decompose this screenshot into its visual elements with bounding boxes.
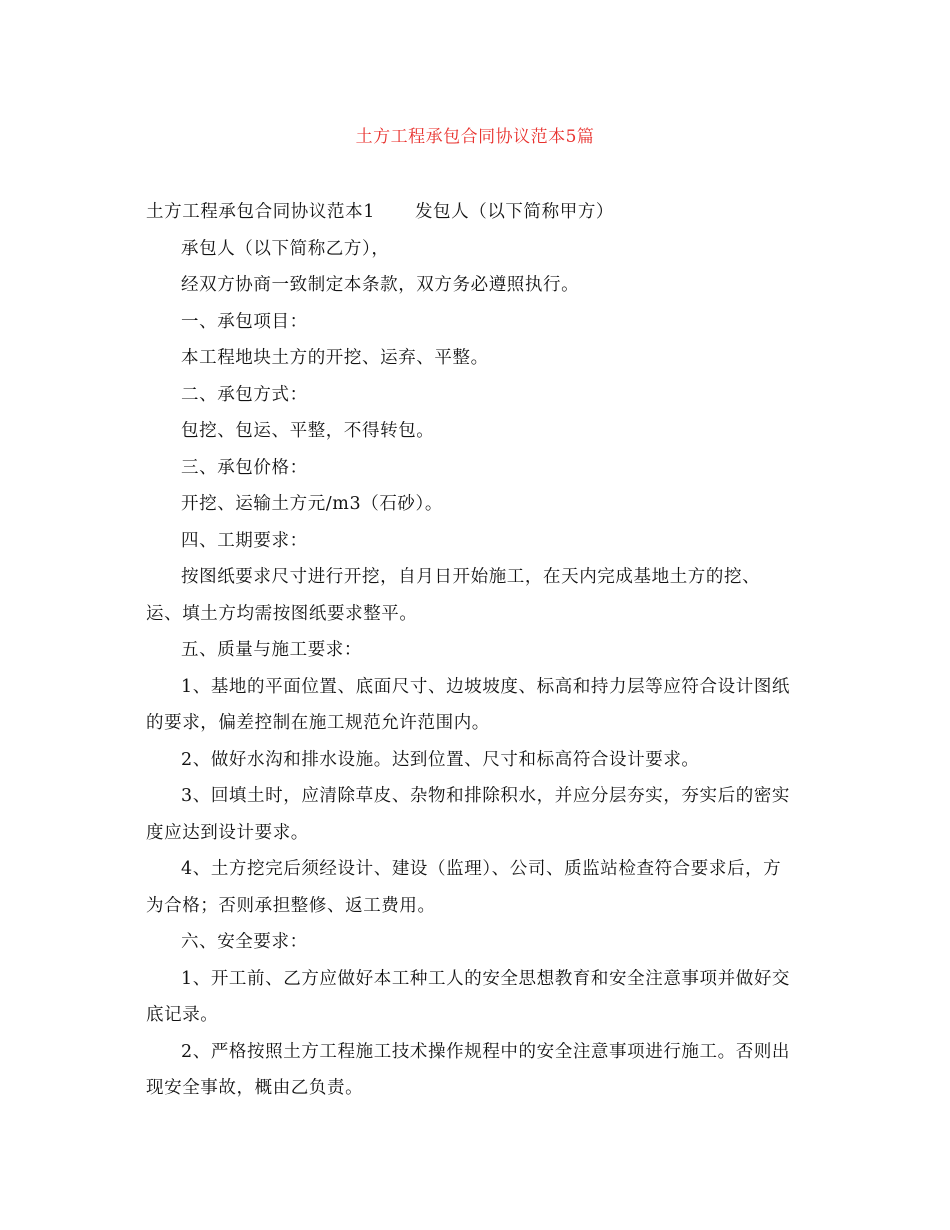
- text-line: [146, 413, 810, 450]
- text-line: [146, 815, 810, 852]
- text-line: [146, 742, 810, 779]
- document-body: [146, 194, 810, 1107]
- text-line: [146, 304, 810, 341]
- text-line-content: 2、严格按照土方工程施工技术操作规程中的安全注意事项进行施工。否则出: [181, 1041, 791, 1062]
- text-line: [146, 778, 810, 815]
- text-line-content: 一、承包项目：: [181, 311, 308, 332]
- text-line-content: 底记录。: [146, 1005, 219, 1025]
- text-line: [146, 486, 810, 523]
- text-line-content: 承包人（以下简称乙方），: [181, 238, 390, 259]
- text-line: [146, 1070, 810, 1107]
- text-line-content: 的要求，偏差控制在施工规范允许范围内。: [146, 713, 490, 733]
- text-line: [146, 851, 810, 888]
- text-line-content: 1、开工前、乙方应做好本工种工人的安全思想教育和安全注意事项并做好交: [181, 968, 791, 989]
- text-line: [146, 997, 810, 1034]
- text-line-content: 四、工期要求：: [181, 530, 308, 551]
- text-line: [146, 632, 810, 669]
- document-title: 土方工程承包合同协议范本5篇: [355, 127, 595, 147]
- text-line-content: 1、基地的平面位置、底面尺寸、边坡坡度、标高和持力层等应符合设计图纸: [181, 676, 791, 697]
- text-line: [146, 231, 810, 268]
- text-line: [146, 888, 810, 925]
- text-line: [146, 267, 810, 304]
- text-line-content: 为合格；否则承担整修、返工费用。: [146, 895, 436, 916]
- text-line-content: 二、承包方式：: [181, 384, 308, 405]
- text-line: [146, 669, 810, 706]
- text-line-content: 本工程地块土方的开挖、运弃、平整。: [181, 348, 489, 368]
- text-line: [146, 705, 810, 742]
- text-line: [146, 559, 810, 596]
- text-line-content: 度应达到设计要求。: [146, 822, 309, 843]
- text-line-content: 现安全事故，概由乙负责。: [146, 1078, 364, 1098]
- text-line-content: 六、安全要求：: [181, 932, 308, 952]
- text-line: [146, 961, 810, 998]
- text-line-content: 三、承包价格：: [181, 457, 308, 478]
- text-line-content-secondary: 发包人（以下简称甲方）: [414, 202, 615, 222]
- text-line: [146, 1034, 810, 1071]
- text-line: [146, 340, 810, 377]
- text-line-content: 3、回填土时，应清除草皮、杂物和排除积水，并应分层夯实，夯实后的密实: [181, 786, 791, 806]
- text-line-content: 2、做好水沟和排水设施。达到位置、尺寸和标高符合设计要求。: [181, 749, 700, 770]
- text-line: [146, 450, 810, 487]
- text-line: [146, 596, 810, 633]
- text-line: [146, 523, 810, 560]
- text-line-content: 土方工程承包合同协议范本1: [146, 202, 375, 222]
- text-line: [146, 924, 810, 961]
- text-line-content: 4、土方挖完后须经设计、建设（监理）、公司、质监站检查符合要求后，方: [181, 859, 782, 879]
- text-line: [146, 194, 810, 231]
- text-line: [146, 377, 810, 414]
- text-line-content: 五、质量与施工要求：: [181, 640, 362, 660]
- text-line-content: 包挖、包运、平整，不得转包。: [181, 421, 435, 441]
- text-line-content: 按图纸要求尺寸进行开挖，自月日开始施工，在天内完成基地土方的挖、: [181, 567, 761, 587]
- text-line-content: 开挖、运输土方元/m3（石砂）。: [181, 494, 443, 514]
- text-line-content: 经双方协商一致制定本条款，双方务必遵照执行。: [181, 275, 580, 295]
- text-line-content: 运、填土方均需按图纸要求整平。: [146, 603, 418, 624]
